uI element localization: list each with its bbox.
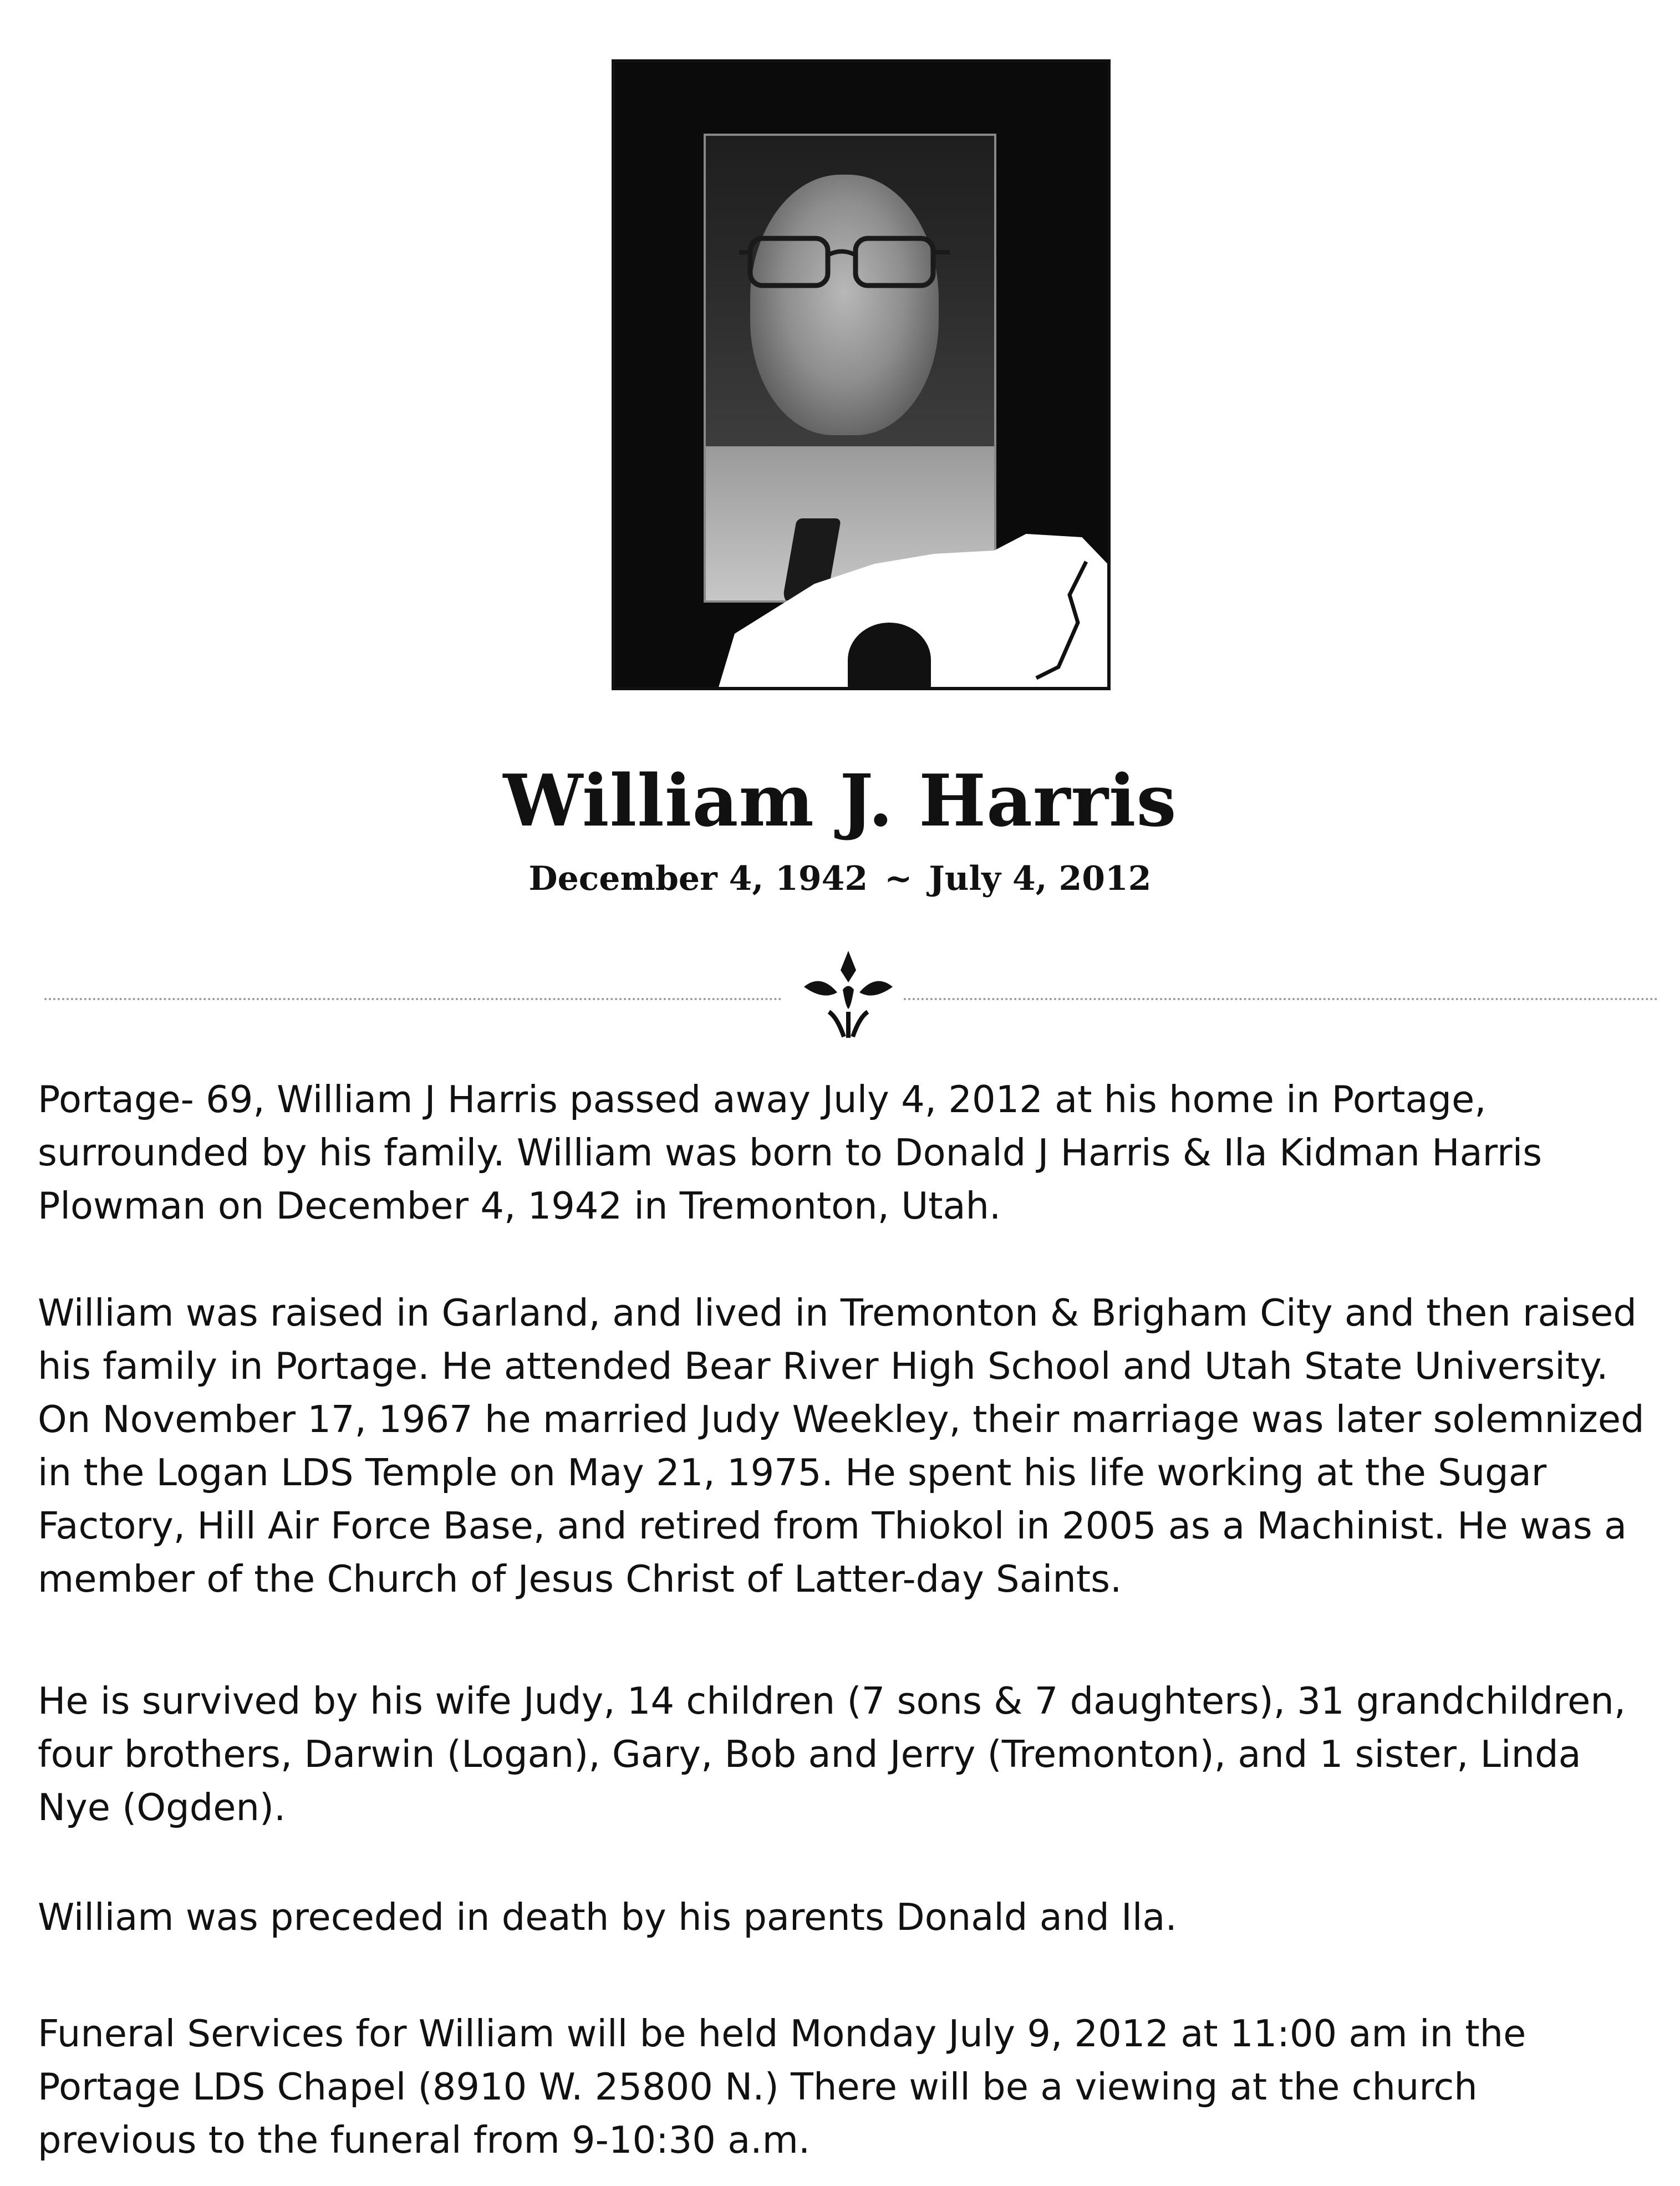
death-date: July 4, 2012 (929, 859, 1152, 898)
edge-line-icon (615, 63, 1111, 690)
paragraph-death-notice: Portage- 69, William J Harris passed away July 4, 2012 at his home in Portage, surrounded by his family. William was born to Donald J Harris & Ila Kidman Harris Plowman on December 4, 1942 in Tremonton, Utah. (38, 1078, 1542, 1227)
date-separator: ~ (884, 859, 913, 898)
portrait-photo (612, 59, 1111, 690)
fleur-ornament-icon (798, 948, 898, 1042)
divider-right (904, 998, 1658, 1000)
paragraph-survivors: He is survived by his wife Judy, 14 children (7 sons & 7 daughters), 31 grandchildren, four brothers, Darwin (Logan), Gary, Bob and Jerry (Tremonton), and 1 sister, Linda Nye (Ogden). (38, 1679, 1626, 1829)
divider-left (44, 998, 782, 1000)
paragraph-life-story: William was raised in Garland, and lived in Tremonton & Brigham City and then raised his family in Portage. He attended Bear River High School and Utah State University. On November 17, 1967 he married Judy Weekley, their marriage was later solemnized in the Logan LDS Temple on May 21, 1975. He spent his life working at the Sugar Factory, Hill Air Force Base, and retired from Thiokol in 2005 as a Machinist. He was a member of the Church of Jesus Christ of Latter-day Saints. (38, 1291, 1645, 1601)
paragraph-preceded: William was preceded in death by his parents Donald and Ila. (38, 1895, 1177, 1939)
life-dates (0, 859, 1680, 898)
page-title: William J. Harris (503, 760, 1177, 843)
birth-date: December 4, 1942 (528, 859, 868, 898)
paragraph-funeral-services: Funeral Services for William will be held Monday July 9, 2012 at 11:00 am in the Portage LDS Chapel (8910 W. 25800 N.) There will be a viewing at the church previous to the funeral from 9-10:30 a.m. (38, 2012, 1526, 2162)
